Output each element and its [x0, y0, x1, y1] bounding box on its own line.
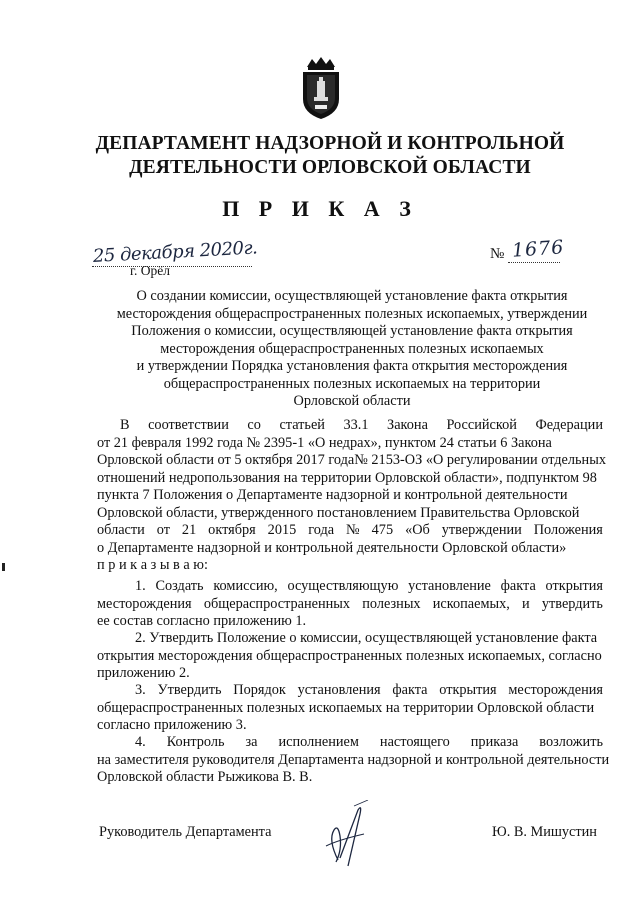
- word: Создать: [155, 578, 204, 594]
- city-label: г. Орёл: [130, 263, 170, 278]
- preamble-line: отношений недропользования на территории Орловской области», подпунктом 98: [97, 469, 597, 486]
- word: общераспространенных: [203, 595, 351, 612]
- word: установление: [408, 578, 491, 594]
- handwritten-signature-icon: [318, 800, 378, 870]
- item-line: Орловской области Рыжикова В. В.: [97, 769, 313, 785]
- word: ископаемых,: [432, 595, 510, 612]
- subject-line: О создании комиссии, осуществляющей установление факта открытия: [136, 288, 568, 304]
- word: области: [97, 522, 145, 538]
- word: Российской: [446, 417, 517, 433]
- item-line: 2. Утвердить Положение о комиссии, осуществляющей установление факта: [135, 630, 598, 646]
- word: от: [156, 522, 170, 538]
- word: октября: [208, 522, 256, 538]
- item-line: [97, 734, 603, 752]
- word: Утвердить: [157, 682, 222, 698]
- preamble-line: пункта 7 Положения о Департаменте надзорной и контрольной деятельности: [97, 487, 568, 503]
- word: 21: [181, 522, 197, 538]
- word: статьей: [279, 417, 325, 433]
- order-directive: п р и к а з ы в а ю:: [97, 557, 208, 573]
- word: утвердить: [541, 595, 603, 612]
- word: полезных: [362, 595, 421, 612]
- department-title-line-1: ДЕПАРТАМЕНТ НАДЗОРНОЙ И КОНТРОЛЬНОЙ: [95, 133, 565, 154]
- order-item-2: [97, 630, 603, 683]
- item-line: ее состав согласно приложению 1.: [97, 613, 307, 629]
- word: «Об: [405, 522, 430, 538]
- subject-line: Положения о комиссии, осуществляющей установление факта открытия: [131, 323, 573, 339]
- word: и: [522, 595, 530, 612]
- word: 4.: [135, 734, 146, 750]
- preamble-paragraph: [97, 417, 606, 575]
- preamble-line: Орловской области от 5 октября 2017 года№ 2153-ОЗ «О регулировании отдельных: [97, 452, 606, 468]
- handwritten-date: 25 декабря 2020г.: [92, 237, 258, 267]
- word: факта: [392, 682, 428, 698]
- word: 1.: [135, 578, 146, 594]
- item-line: [97, 596, 603, 614]
- preamble-line: Орловской области, утвержденного постановлением Правительства Орловской: [97, 504, 580, 521]
- number-label: №: [490, 246, 505, 262]
- word: 2015: [267, 522, 297, 538]
- handwritten-order-number: 1676: [511, 236, 566, 262]
- item-line: [97, 578, 603, 596]
- word: соответствии: [148, 417, 229, 433]
- word: 33.1: [343, 417, 369, 433]
- word: месторождения: [97, 595, 192, 612]
- subject-line: Орловской области: [293, 393, 411, 409]
- subject-line: месторождения общераспространенных полезных ископаемых, утверждении: [116, 305, 588, 322]
- scan-edge-mark: [2, 563, 5, 571]
- word: №: [346, 522, 360, 538]
- word: за: [245, 734, 258, 750]
- word: факта: [500, 578, 536, 594]
- signatory-name: Ю. В. Мишустин: [492, 824, 597, 840]
- word: открытия: [545, 578, 603, 594]
- word: осуществляющую: [287, 578, 399, 594]
- subject-line: общераспространенных полезных ископаемых на территории: [163, 375, 541, 392]
- word: настоящего: [379, 734, 450, 750]
- signatory-role: Руководитель Департамента: [99, 824, 272, 840]
- document-type-heading: П Р И К А З: [222, 196, 418, 221]
- item-line: на заместителя руководителя Департамента надзорной и контрольной деятельности: [97, 751, 610, 768]
- number-underline: [508, 262, 560, 263]
- word: В: [120, 417, 130, 433]
- word: приказа: [470, 734, 519, 750]
- word: 475: [371, 522, 394, 538]
- subject-line: месторождения общераспространенных полезных ископаемых: [160, 340, 544, 357]
- preamble-line: [97, 522, 603, 540]
- word: Порядок: [233, 682, 286, 698]
- item-line: общераспространенных полезных ископаемых на территории Орловской области: [97, 699, 595, 716]
- order-item-4: [97, 734, 610, 787]
- order-subject: [100, 288, 604, 411]
- word: Положения: [533, 522, 603, 538]
- word: Закона: [387, 417, 428, 433]
- word: месторождения: [508, 682, 603, 698]
- subject-line: и утверждении Порядка установления факта открытия месторождения: [136, 358, 568, 374]
- word: Федерации: [535, 417, 603, 433]
- preamble-line: [97, 417, 603, 435]
- preamble-line: о Департаменте надзорной и контрольной деятельности Орловской области»: [97, 539, 567, 556]
- word: исполнением: [278, 734, 359, 750]
- word: комиссию,: [213, 578, 278, 594]
- word: 3.: [135, 682, 146, 698]
- item-line: открытия месторождения общераспространенных полезных ископаемых, согласно: [97, 647, 602, 664]
- word: возложить: [539, 734, 603, 750]
- item-line: [97, 682, 603, 700]
- item-line: согласно приложению 3.: [97, 717, 247, 733]
- word: открытия: [439, 682, 497, 698]
- item-line: приложению 2.: [97, 665, 190, 681]
- word: со: [247, 417, 261, 433]
- word: Контроль: [166, 734, 225, 750]
- department-title: [60, 132, 600, 180]
- order-item-3: [97, 682, 603, 735]
- word: года: [308, 522, 335, 538]
- oryol-region-coat-of-arms-icon: [300, 55, 342, 121]
- preamble-line: от 21 февраля 1992 года № 2395-1 «О недрах», пунктом 24 статьи 6 Закона: [97, 434, 552, 451]
- date-underline: [92, 266, 252, 267]
- order-item-1: [97, 578, 603, 631]
- word: установления: [297, 682, 381, 698]
- word: утверждении: [441, 522, 522, 538]
- department-title-line-2: ДЕЯТЕЛЬНОСТИ ОРЛОВСКОЙ ОБЛАСТИ: [129, 157, 531, 178]
